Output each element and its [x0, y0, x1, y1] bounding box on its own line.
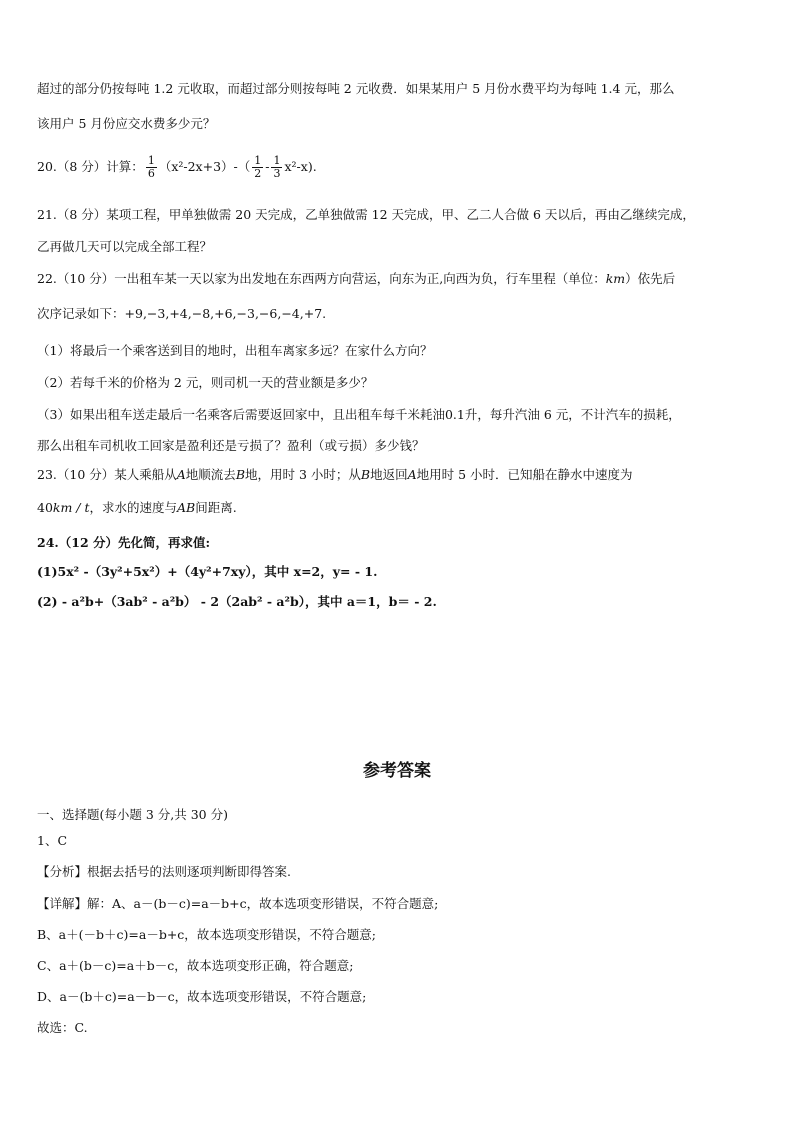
problem-23-line-1: 23.（10 分）某人乘船从A地顺流去B地，用时 3 小时；从B地返回A地用时 5 小时．已知船在静水中速度为 [37, 467, 633, 482]
section-heading: 一、选择题(每小题 3 分,共 30 分) [37, 807, 228, 822]
answer-1-analysis: 【分析】根据去括号的法则逐项判断即得答案. [37, 864, 291, 879]
problem-20-suffix: x²-x). [284, 159, 317, 174]
problem-21-line-1: 21.（8 分）某项工程，甲单独做需 20 天完成，乙单独做需 12 天完成，甲、乙二人合做 6 天以后，再由乙继续完成， [37, 207, 695, 222]
answer-1-option-d: D、a－(b＋c)=a－b－c，故本选项变形错误，不符合题意; [37, 989, 367, 1004]
problem-24-part-2: (2) - a²b+（3ab² - a²b） - 2（2ab² - a²b），其中 a＝1，b＝ - 2. [37, 594, 437, 609]
problem-24-title: 24.（12 分）先化简，再求值: [37, 535, 211, 550]
answer-1: 1、C [37, 833, 68, 848]
answer-1-choice: 故选：C. [37, 1020, 88, 1035]
problem-22-line-2: 次序记录如下：+9,−3,+4,−8,+6,−3,−6,−4,+7. [37, 306, 327, 321]
fraction-one-third: $\frac{1}{3}$ [273, 154, 281, 180]
problem-20-expr: （x²-2x+3）-（ [158, 159, 251, 174]
problem-21-line-2: 乙再做几天可以完成全部工程？ [37, 239, 213, 254]
problem-20: 20.（8 分）计算： $\frac{1}{6}$ （x²-2x+3）-（ $\frac{1}{2}$ - $\frac{1}{3}$ x²-x). [37, 154, 317, 180]
problem-20-prefix: 20.（8 分）计算： [37, 159, 144, 174]
fraction-one-sixth: $\frac{1}{6}$ [147, 154, 155, 180]
fraction-one-half: $\frac{1}{2}$ [254, 154, 262, 180]
answer-1-option-c: C、a＋(b－c)=a＋b－c，故本选项变形正确，符合题意; [37, 958, 354, 973]
answer-section-title: 参考答案 [363, 761, 431, 781]
problem-22-part-3-line-2: 那么出租车司机收工回家是盈利还是亏损了？盈利（或亏损）多少钱？ [37, 438, 425, 453]
answer-1-option-b: B、a＋(－b＋c)=a－b+c，故本选项变形错误，不符合题意; [37, 927, 377, 942]
mileage-record: +9,−3,+4,−8,+6,−3,−6,−4,+7 [124, 306, 323, 321]
problem-24-part-1: (1)5x² -（3y²+5x²）+（4y²+7xy），其中 x=2，y= - 1. [37, 564, 378, 579]
unit-km: km [605, 271, 626, 286]
problem-19-line-1: 超过的部分仍按每吨 1.2 元收取，而超过部分则按每吨 2 元收费．如果某用户 5 月份水费平均为每吨 1.4 元，那么 [37, 81, 675, 96]
problem-22-part-3-line-1: （3）如果出租车送走最后一名乘客后需要返回家中，且出租车每千米耗油0.1升，每升汽油 6 元，不计汽车的损耗， [37, 407, 681, 422]
problem-22-part-1: （1）将最后一个乘客送到目的地时，出租车离家多远？在家什么方向？ [37, 343, 433, 358]
problem-22-part-2: （2）若每千米的价格为 2 元，则司机一天的营业额是多少？ [37, 375, 374, 390]
answer-1-detail: 【详解】解：A、a－(b－c)=a－b+c，故本选项变形错误，不符合题意; [37, 896, 439, 911]
problem-23-line-2: 40km / t，求水的速度与AB间距离. [37, 500, 237, 515]
problem-22-line-1: 22.（10 分）一出租车某一天以家为出发地在东西两方向营运，向东为正,向西为负，行车里程（单位：km）依先后 [37, 271, 676, 286]
problem-19-line-2: 该用户 5 月份应交水费多少元？ [37, 116, 216, 131]
